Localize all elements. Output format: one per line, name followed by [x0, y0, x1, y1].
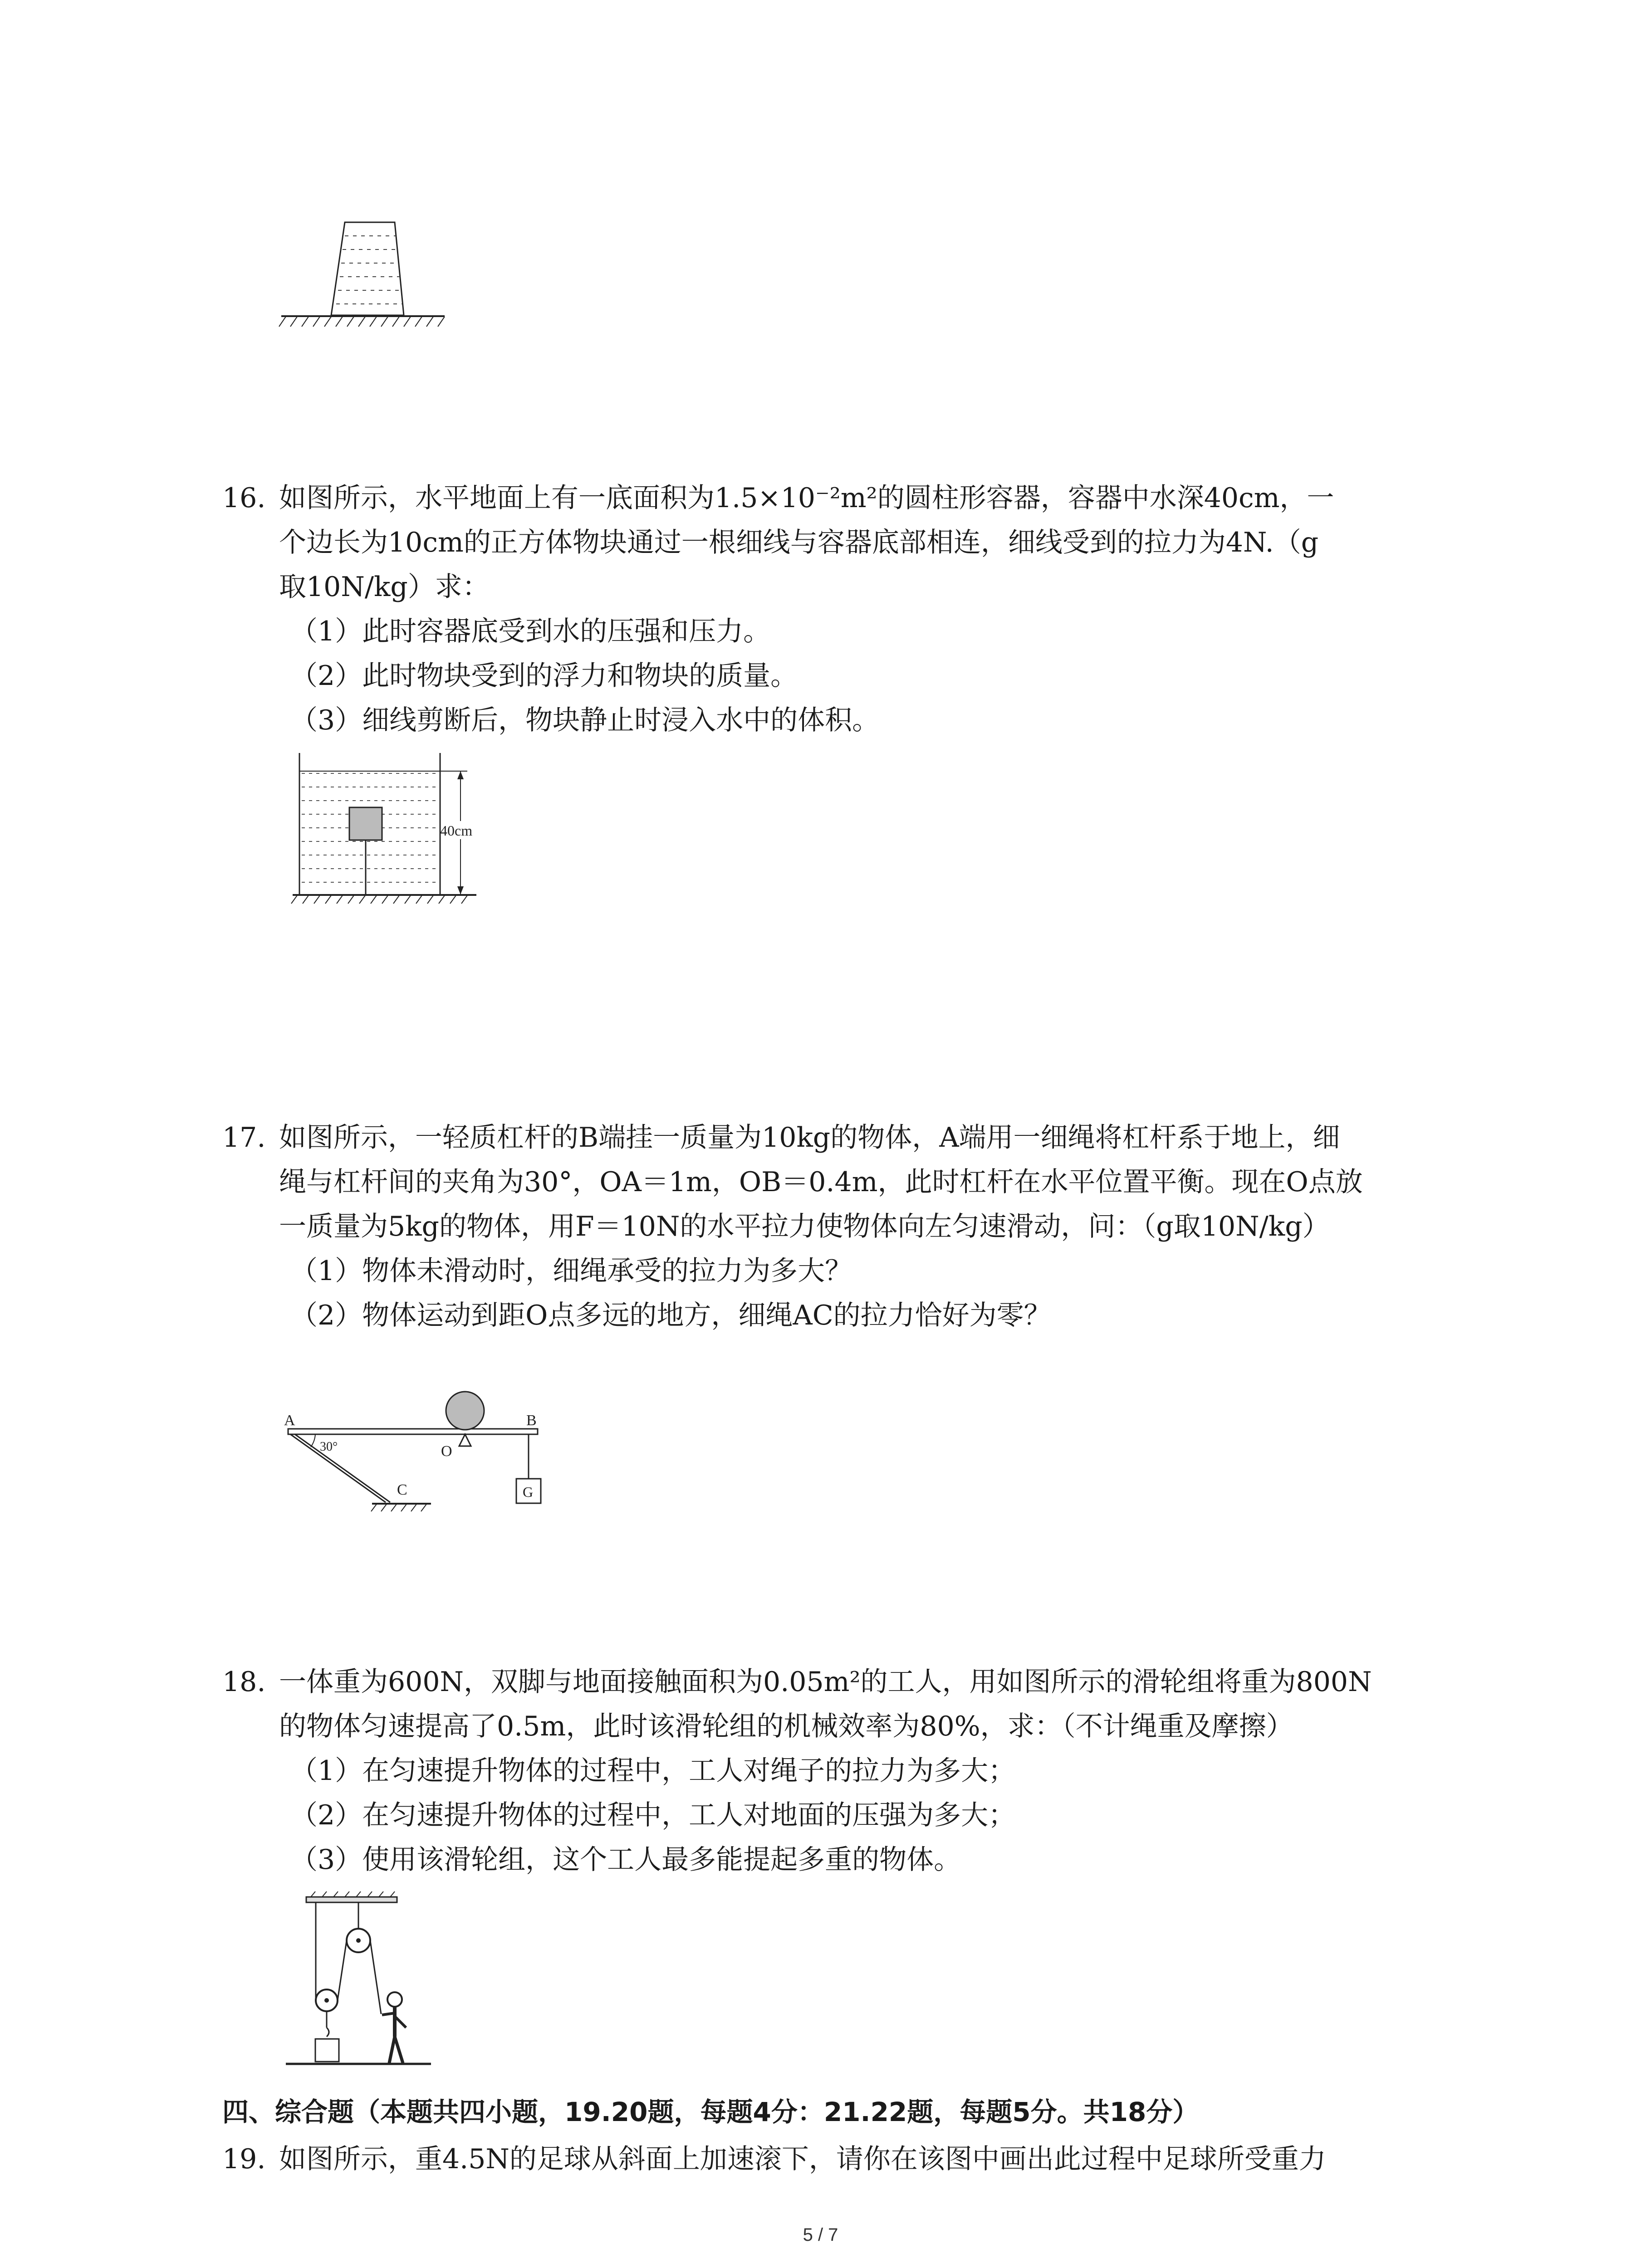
- q18-sub2: （2）在匀速提升物体的过程中，工人对地面的压强为多大；: [290, 1799, 1016, 1831]
- trapezoid-container-figure: [277, 218, 458, 336]
- label-b: B: [526, 1412, 537, 1429]
- section-4-heading: 四、综合题（本题共四小题，19.20题，每题4分：21.22题，每题5分。共18分）: [222, 2097, 1199, 2127]
- q16-line2: 个边长为10cm的正方体物块通过一根细线与容器底部相连，细线受到的拉力为4N.（g: [279, 527, 1319, 558]
- q17-line2: 绳与杠杆间的夹角为30°，OA＝1m，OB＝0.4m，此时杠杆在水平位置平衡。现在O点放: [279, 1166, 1363, 1198]
- q17-sub2: （2）物体运动到距O点多远的地方，细绳AC的拉力恰好为零？: [290, 1300, 1051, 1331]
- q16-sub1: （1）此时容器底受到水的压强和压力。: [290, 616, 771, 647]
- q16-number: 16.: [222, 482, 266, 514]
- label-g: G: [523, 1484, 534, 1500]
- q16-sub2: （2）此时物块受到的浮力和物块的质量。: [290, 660, 798, 692]
- label-o: O: [441, 1443, 452, 1460]
- q19-line1: 如图所示，重4.5N的足球从斜面上加速滚下，请你在该图中画出此过程中足球所受重力: [279, 2143, 1326, 2175]
- q17-number: 17.: [222, 1122, 266, 1154]
- water-container-figure: [286, 753, 540, 907]
- depth-label: 40cm: [440, 822, 473, 839]
- label-angle: 30°: [320, 1440, 338, 1454]
- q18-line2: 的物体匀速提高了0.5m，此时该滑轮组的机械效率为80%，求：（不计绳重及摩擦）: [279, 1711, 1293, 1742]
- page-number: 5 / 7: [803, 2225, 838, 2245]
- q16-sub3: （3）细线剪断后，物块静止时浸入水中的体积。: [290, 704, 880, 736]
- q17-line3: 一质量为5kg的物体，用F＝10N的水平拉力使物体向左匀速滑动，问：（g取10N/kg）: [279, 1211, 1330, 1242]
- lever-figure: [281, 1383, 572, 1529]
- q19-number: 19.: [222, 2143, 266, 2175]
- q17-line1: 如图所示，一轻质杠杆的B端挂一质量为10kg的物体，A端用一细绳将杠杆系于地上，细: [279, 1122, 1340, 1154]
- q16-line3: 取10N/kg）求：: [279, 571, 490, 603]
- q18-sub3: （3）使用该滑轮组，这个工人最多能提起多重的物体。: [290, 1844, 961, 1876]
- label-c: C: [397, 1481, 407, 1498]
- q16-line1: 如图所示，水平地面上有一底面积为1.5×10⁻²m²的圆柱形容器，容器中水深40cm，一: [279, 482, 1334, 514]
- pulley-figure: [281, 1892, 454, 2073]
- q18-line1: 一体重为600N，双脚与地面接触面积为0.05m²的工人，用如图所示的滑轮组将重为800N: [279, 1666, 1372, 1698]
- label-a: A: [284, 1412, 295, 1429]
- q17-sub1: （1）物体未滑动时，细绳承受的拉力为多大？: [290, 1255, 852, 1287]
- q18-sub1: （1）在匀速提升物体的过程中，工人对绳子的拉力为多大；: [290, 1755, 1016, 1787]
- q18-number: 18.: [222, 1666, 266, 1698]
